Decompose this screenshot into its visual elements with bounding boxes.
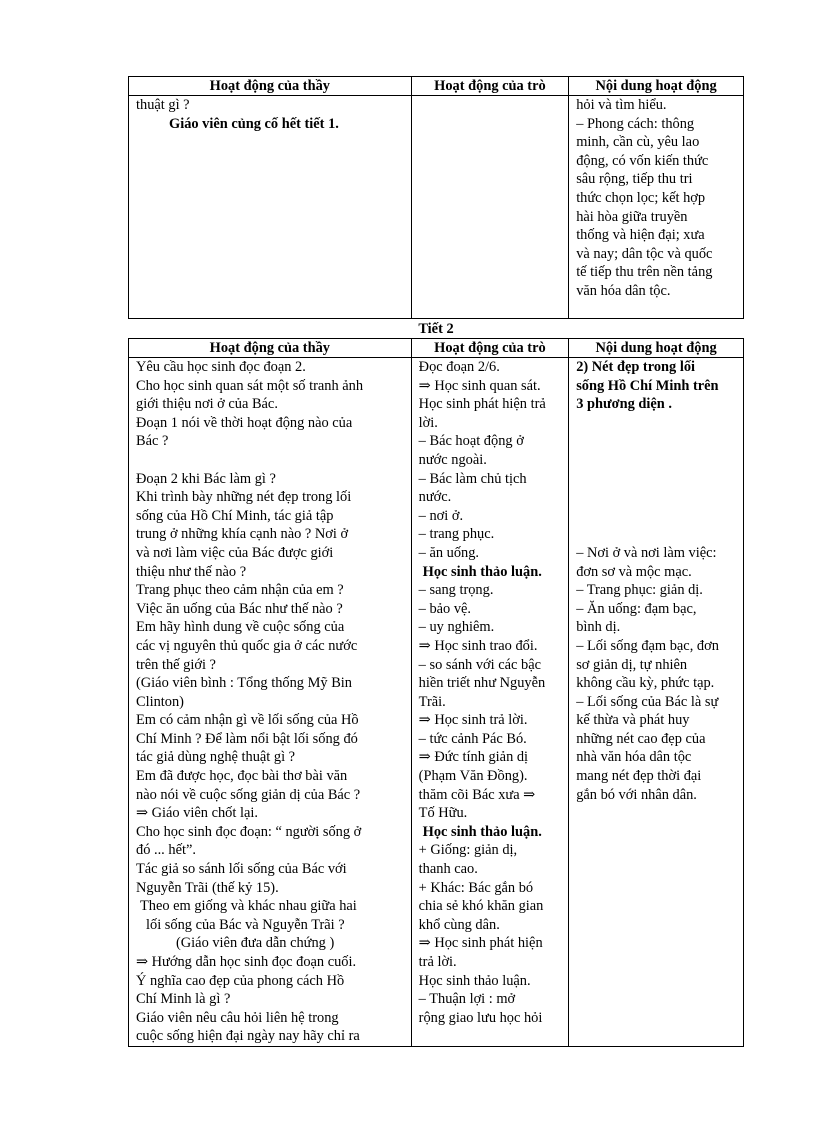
text-line: Trãi. [418,693,446,710]
text-line: – Bác làm chủ tịch [418,470,527,487]
table-header-row [129,77,744,96]
text-line: Giáo viên củng cố hết tiết 1. [169,115,339,132]
text-line: Khi trình bày những nét đẹp trong lối [136,489,352,506]
header-content: Nội dung hoạt động [569,77,744,96]
text-line: giới thiệu nơi ở của Bác. [136,396,278,413]
text-line: ⇒ Đức tính giản dị [418,749,529,766]
blank-line [576,451,736,470]
text-line: Giáo viên nêu câu hỏi liên hệ trong [136,1009,339,1026]
text-line: Em đã được học, đọc bài thơ bài văn [136,768,348,785]
text-line: + Giống: giản dị, [418,842,518,859]
table-row [129,96,744,319]
text-line: Việc ăn uống của Bác như thế nào ? [136,600,343,617]
text-line: đơn sơ và mộc mạc. [576,563,692,580]
text-line: tế tiếp thu trên nền tảng [576,264,713,281]
text-line: những nét cao đẹp của [576,730,706,747]
header-student: Hoạt động của trò [411,77,569,96]
text-line: trên thế giới ? [136,656,216,673]
text-line: – nơi ở. [418,507,464,524]
blank-line [576,470,736,489]
section-heading: sống Hồ Chí Minh trên [576,377,719,394]
text-line: – Trang phục: giản dị. [576,582,703,599]
teacher-cell [129,358,412,1047]
text-line: Tố Hữu. [418,805,468,822]
text-line: sơ giản dị, tự nhiên [576,656,688,673]
text-line: và nơi làm việc của Bác được giới [136,544,334,561]
text-line: ⇒ Học sinh phát hiện [418,935,543,952]
header-teacher: Hoạt động của thầy [129,339,412,358]
blank-line [576,488,736,507]
text-line: nào nói về cuộc sống giản dị của Bác ? [136,786,361,803]
text-line: – Nơi ở và nơi làm việc: [576,544,717,561]
blank-line [576,414,736,433]
text-line: ⇒ Học sinh trao đổi. [418,637,538,654]
text-line: Đọc đoạn 2/6. [418,359,500,375]
text-line: Bác ? [136,433,169,450]
text-line: hiền triết như Nguyễn [418,675,546,692]
text-line: không cầu kỳ, phức tạp. [576,675,715,692]
text-line: thiệu như thế nào ? [136,563,247,580]
lesson-title: Tiết 2 [418,321,454,337]
section-heading: 2) Nét đẹp trong lối [576,359,696,375]
text-line: Em hãy hình dung về cuộc sống của [136,619,345,636]
text-line: thăm cõi Bác xưa ⇒ [418,786,536,803]
text-line: Học sinh phát hiện trả [418,396,546,413]
text-line: thức chọn lọc; kết hợp [576,189,706,206]
text-line: cuộc sống hiện đại ngày nay hãy chỉ ra [136,1028,360,1045]
table-row [129,358,744,1047]
text-line: Chí Minh ? Để làm nổi bật lối sống đó [136,730,358,747]
text-line: lối sống của Bác và Nguyễn Trãi ? [146,916,345,933]
text-line: bình dị. [576,619,621,636]
text-line: thuật gì ? [136,97,190,113]
text-line: ⇒ Học sinh quan sát. [418,377,541,394]
text-line: Nguyễn Trãi (thế kỷ 15). [136,879,279,896]
text-line: Cho học sinh đọc đoạn: “ người sống ở [136,823,362,840]
text-line: kế thừa và phát huy [576,712,690,729]
text-line: – tức cảnh Pác Bó. [418,730,527,747]
text-line: nước. [418,489,452,506]
teacher-cell [129,96,412,319]
blank-line [576,525,736,544]
text-line: gắn bó với nhân dân. [576,786,697,803]
text-line: chia sẻ khó khăn gian [418,898,544,915]
text-line: – sang trọng. [418,582,494,599]
text-line: đó ... hết”. [136,842,196,859]
header-content: Nội dung hoạt động [569,339,744,358]
text-line: minh, cần cù, yêu lao [576,134,700,151]
text-line: hài hòa giữa truyền [576,208,688,225]
text-line: sâu rộng, tiếp thu tri [576,171,693,188]
blank-line [576,507,736,526]
text-line: Học sinh thảo luận. [418,972,531,989]
text-line: Đoạn 1 nói về thời hoạt động nào của [136,414,353,431]
text-line: (Giáo viên bình : Tổng thống Mỹ Bin [136,675,352,692]
content-cell [569,358,744,1047]
text-line: khổ cùng dân. [418,916,500,933]
text-line: Học sinh thảo luận. [422,563,542,580]
text-line: – ăn uống. [418,544,480,561]
text-line: + Khác: Bác gắn bó [418,879,534,896]
text-line: Em có cảm nhận gì về lối sống của Hồ [136,712,359,729]
text-line: mang nét đẹp thời đại [576,768,702,785]
table-header-row [129,339,744,358]
text-line: ⇒ Giáo viên chốt lại. [136,805,258,822]
lesson-table-2 [128,338,744,1047]
text-line: các vị nguyên thủ quốc gia ở các nước [136,637,358,654]
text-line: trả lời. [418,954,457,970]
text-line: – Lối sống của Bác là sự [576,693,719,710]
text-line: ⇒ Hướng dẫn học sinh đọc đoạn cuối. [136,954,357,970]
text-line: sống của Hồ Chí Minh, tác giả tập [136,507,334,524]
content-cell [569,96,744,319]
text-line: – Phong cách: thông [576,115,695,132]
text-line: và nay; dân tộc và quốc [576,245,713,262]
text-line: thống và hiện đại; xưa [576,227,705,244]
text-line: Clinton) [136,693,184,710]
text-line: Chí Minh là gì ? [136,991,231,1008]
text-line: – uy nghiêm. [418,619,495,636]
header-student: Hoạt động của trò [411,339,569,358]
text-line: trung ở những khía cạnh nào ? Nơi ở [136,526,349,543]
section-heading: 3 phương diện . [576,396,672,413]
header-teacher: Hoạt động của thầy [129,77,412,96]
student-cell [411,358,569,1047]
text-line: – Thuận lợi : mở [418,991,516,1008]
text-line: hỏi và tìm hiểu. [576,97,667,113]
text-line: ⇒ Học sinh trả lời. [418,712,528,729]
text-line: động, có vốn kiến thức [576,152,709,169]
text-line: tác giả dùng nghệ thuật gì ? [136,749,296,766]
text-line: văn hóa dân tộc. [576,282,671,299]
text-line: Ý nghĩa cao đẹp của phong cách Hồ [136,972,345,989]
text-line: thanh cao. [418,861,478,878]
text-line: nhà văn hóa dân tộc [576,749,692,766]
text-line: Yêu cầu học sinh đọc đoạn 2. [136,359,306,375]
text-line: – Lối sống đạm bạc, đơn [576,637,719,654]
blank-line [576,432,736,451]
text-line: – bảo vệ. [418,600,472,617]
text-line: – Bác hoạt động ở [418,433,524,450]
blank-line [136,451,404,470]
student-cell [411,96,569,319]
text-line: Trang phục theo cảm nhận của em ? [136,582,344,599]
text-line: – so sánh với các bậc [418,656,541,673]
text-line: lời. [418,414,438,431]
text-line: (Giáo viên đưa dẫn chứng ) [176,935,335,952]
text-line: Cho học sinh quan sát một số tranh ảnh [136,377,364,394]
text-line: Tác giả so sánh lối sống của Bác với [136,861,347,878]
text-line: rộng giao lưu học hỏi [418,1009,543,1026]
text-line: – trang phục. [418,526,495,543]
text-line: (Phạm Văn Đồng). [418,768,528,785]
text-line: – Ăn uống: đạm bạc, [576,600,697,617]
lesson-table-1 [128,76,744,319]
text-line: Học sinh thảo luận. [422,823,542,840]
text-line: nước ngoài. [418,451,487,468]
text-line: Đoạn 2 khi Bác làm gì ? [136,470,276,487]
text-line: Theo em giống và khác nhau giữa hai [140,898,357,915]
